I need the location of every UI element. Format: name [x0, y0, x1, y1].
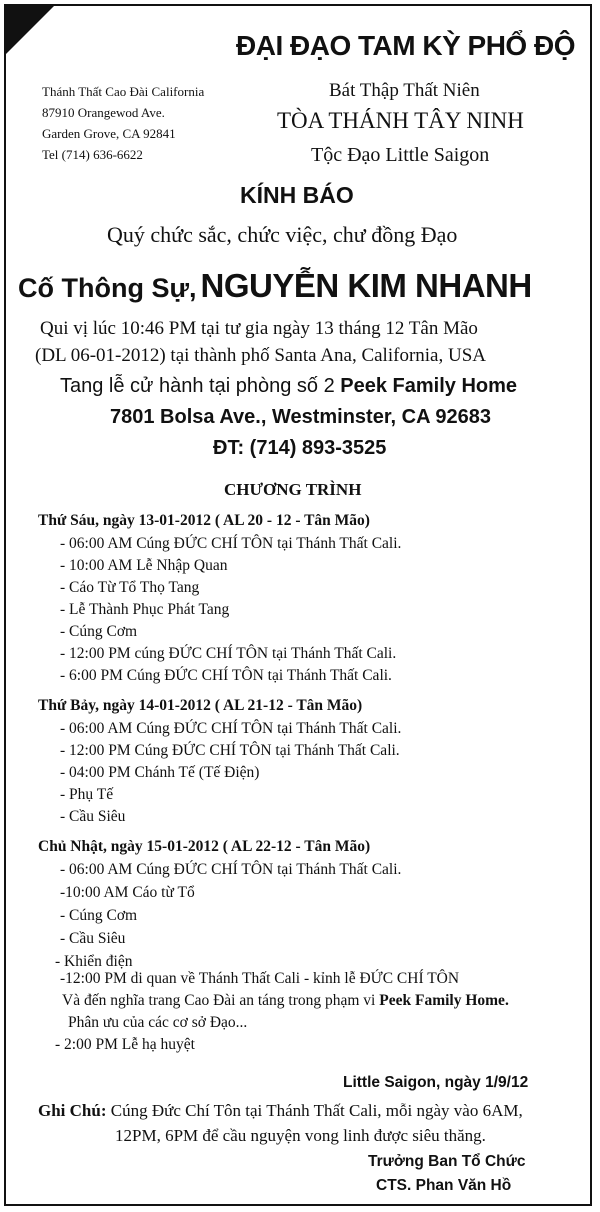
day3-title: Chủ Nhật, ngày 15-01-2012 ( AL 22-12 - Tân Mão) — [38, 838, 371, 855]
day2-item-5: - Cầu Siêu — [60, 808, 126, 825]
day3-item-6: -12:00 PM di quan về Thánh Thất Cali - kỉnh lễ ĐỨC CHÍ TÔN — [60, 970, 460, 987]
deceased-name: NGUYỄN KIM NHANH — [200, 267, 532, 304]
day2-item-4: - Phụ Tế — [60, 786, 114, 803]
condolence-line: Phân ưu của các cơ sở Đạo... — [68, 1014, 248, 1031]
funeral-location-line — [60, 375, 517, 398]
notice-recipients: Quý chức sắc, chức việc, chư đồng Đạo — [107, 222, 458, 247]
day2-title: Thứ Bảy, ngày 14-01-2012 ( AL 21-12 - Tân Mão) — [38, 697, 363, 714]
note-line-1 — [38, 1101, 523, 1121]
header-title: ĐẠI ĐẠO TAM KỲ PHỔ ĐỘ — [236, 30, 575, 61]
day1-title: Thứ Sáu, ngày 13-01-2012 ( AL 20 - 12 - Tân Mão) — [38, 512, 370, 529]
address-line-2: 87910 Orangewod Ave. — [42, 105, 165, 120]
day2-item-3: - 04:00 PM Chánh Tế (Tế Điện) — [60, 764, 260, 781]
day3-burial-line — [62, 992, 509, 1010]
funeral-phone: ĐT: (714) 893-3525 — [213, 437, 387, 459]
burial-place: Peek Family Home. — [379, 992, 509, 1009]
day2-item-1: - 06:00 AM Cúng ĐỨC CHÍ TÔN tại Thánh Thất Cali. — [60, 720, 402, 737]
header-subtitle-year: Bát Thập Thất Niên — [329, 80, 480, 101]
header-subtitle-see: TÒA THÁNH TÂY NINH — [277, 108, 524, 133]
passing-line-2: (DL 06-01-2012) tại thành phố Santa Ana, California, USA — [35, 345, 486, 366]
day1-item-3: - Cáo Từ Tổ Thọ Tang — [60, 579, 200, 596]
passing-line-1: Qui vị lúc 10:46 PM tại tư gia ngày 13 tháng 12 Tân Mão — [40, 318, 478, 339]
place-date: Little Saigon, ngày 1/9/12 — [343, 1074, 529, 1091]
funeral-address: 7801 Bolsa Ave., Westminster, CA 92683 — [110, 406, 491, 428]
address-line-1: Thánh Thất Cao Đài California — [42, 84, 205, 99]
day3-last-item: - 2:00 PM Lễ hạ huyệt — [55, 1036, 195, 1053]
address-line-3: Garden Grove, CA 92841 — [42, 126, 176, 141]
note-line-2: 12PM, 6PM để cầu nguyện vong linh được siêu thăng. — [115, 1126, 486, 1145]
day2-item-2: - 12:00 PM Cúng ĐỨC CHÍ TÔN tại Thánh Thất Cali. — [60, 742, 400, 759]
funeral-home: Peek Family Home — [340, 375, 518, 397]
burial-prefix: Và đến nghĩa trang Cao Đài an táng trong phạm vi — [62, 992, 376, 1009]
day3-item-1: - 06:00 AM Cúng ĐỨC CHÍ TÔN tại Thánh Thất Cali. — [60, 861, 402, 878]
note-text-1: Cúng Đức Chí Tôn tại Thánh Thất Cali, mỗi ngày vào 6AM, — [110, 1101, 523, 1120]
day1-item-5: - Cúng Cơm — [60, 623, 138, 640]
mourning-corner — [4, 4, 56, 56]
deceased-title: Cố Thông Sự, — [18, 273, 197, 303]
funeral-prefix: Tang lễ cử hành tại phòng số 2 — [60, 375, 335, 397]
notice-heading: KÍNH BÁO — [240, 182, 354, 208]
header-subtitle-district: Tộc Đạo Little Saigon — [311, 144, 490, 166]
signer-name: CTS. Phan Văn Hồ — [376, 1177, 512, 1194]
day3-item-5: - Khiển điện — [55, 953, 133, 970]
program-heading: CHƯƠNG TRÌNH — [224, 480, 362, 499]
signer-title: Trưởng Ban Tổ Chức — [368, 1153, 526, 1170]
day3-item-4: - Cầu Siêu — [60, 930, 126, 947]
day1-item-6: - 12:00 PM cúng ĐỨC CHÍ TÔN tại Thánh Thất Cali. — [60, 645, 397, 662]
day3-item-2: -10:00 AM Cáo từ Tổ — [60, 884, 195, 901]
day1-item-2: - 10:00 AM Lễ Nhập Quan — [60, 557, 228, 574]
day1-item-4: - Lễ Thành Phục Phát Tang — [60, 601, 230, 618]
day1-item-1: - 06:00 AM Cúng ĐỨC CHÍ TÔN tại Thánh Thất Cali. — [60, 535, 402, 552]
day3-item-3: - Cúng Cơm — [60, 907, 138, 924]
deceased-name-line — [18, 266, 532, 313]
day1-item-7: - 6:00 PM Cúng ĐỨC CHÍ TÔN tại Thánh Thất Cali. — [60, 667, 392, 684]
address-phone: Tel (714) 636-6622 — [42, 147, 143, 162]
note-label: Ghi Chú: — [38, 1101, 107, 1120]
